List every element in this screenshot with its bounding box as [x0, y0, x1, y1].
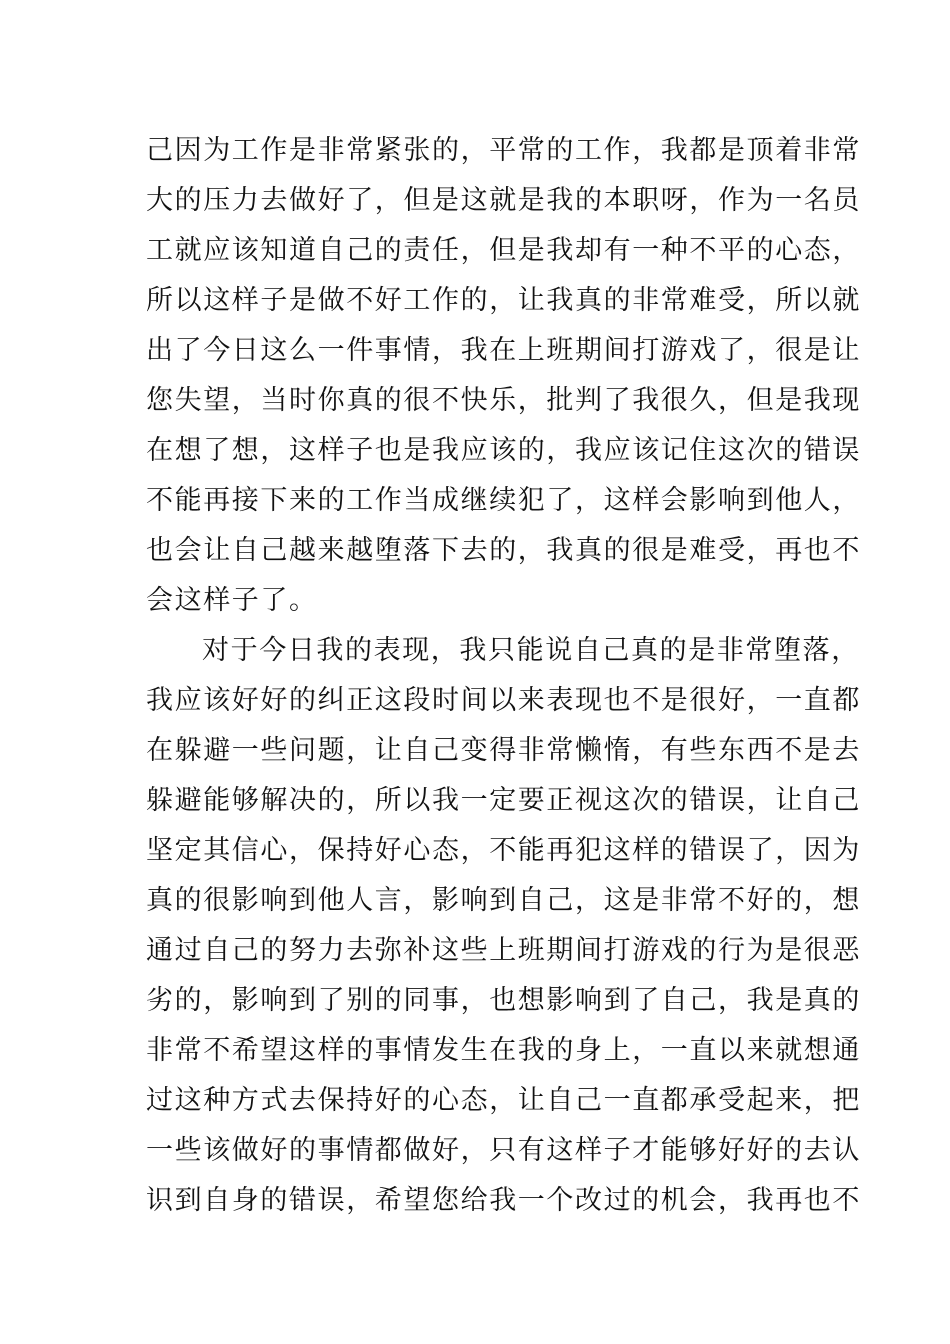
text-line: 大的压力去做好了，但是这就是我的本职呀，作为一名员: [146, 185, 861, 216]
text-line: 在躲避一些问题，让自己变得非常懒惰，有些东西不是去: [146, 735, 861, 766]
text-line: 不能再接下来的工作当成继续犯了，这样会影响到他人，: [146, 485, 861, 516]
text-line: 工就应该知道自己的责任，但是我却有一种不平的心态，: [146, 235, 861, 266]
text-line: 在想了想，这样子也是我应该的，我应该记住这次的错误: [146, 435, 861, 466]
text-line: 出了今日这么一件事情，我在上班期间打游戏了，很是让: [146, 335, 861, 366]
text-line: 通过自己的努力去弥补这些上班期间打游戏的行为是很恶: [146, 935, 861, 966]
text-line: 所以这样子是做不好工作的，让我真的非常难受，所以就: [146, 285, 861, 316]
text-line: 对于今日我的表现，我只能说自己真的是非常堕落，: [202, 635, 860, 666]
text-line: 己因为工作是非常紧张的，平常的工作，我都是顶着非常: [146, 135, 861, 166]
text-line: 也会让自己越来越堕落下去的，我真的很是难受，再也不: [146, 535, 861, 566]
text-line: 非常不希望这样的事情发生在我的身上，一直以来就想通: [146, 1035, 861, 1066]
text-line: 坚定其信心，保持好心态，不能再犯这样的错误了，因为: [146, 835, 861, 866]
text-line: 一些该做好的事情都做好，只有这样子才能够好好的去认: [146, 1135, 861, 1166]
text-line: 躲避能够解决的，所以我一定要正视这次的错误，让自己: [146, 785, 861, 816]
text-line: 劣的，影响到了别的同事，也想影响到了自己，我是真的: [146, 985, 861, 1016]
text-line: 我应该好好的纠正这段时间以来表现也不是很好，一直都: [146, 685, 861, 716]
text-line: 您失望，当时你真的很不快乐，批判了我很久，但是我现: [146, 385, 861, 416]
text-line: 会这样子了。: [146, 585, 318, 616]
text-line: 真的很影响到他人言，影响到自己，这是非常不好的，想: [146, 885, 861, 916]
text-line: 识到自身的错误，希望您给我一个改过的机会，我再也不: [146, 1185, 861, 1216]
text-line: 过这种方式去保持好的心态，让自己一直都承受起来，把: [146, 1085, 861, 1116]
